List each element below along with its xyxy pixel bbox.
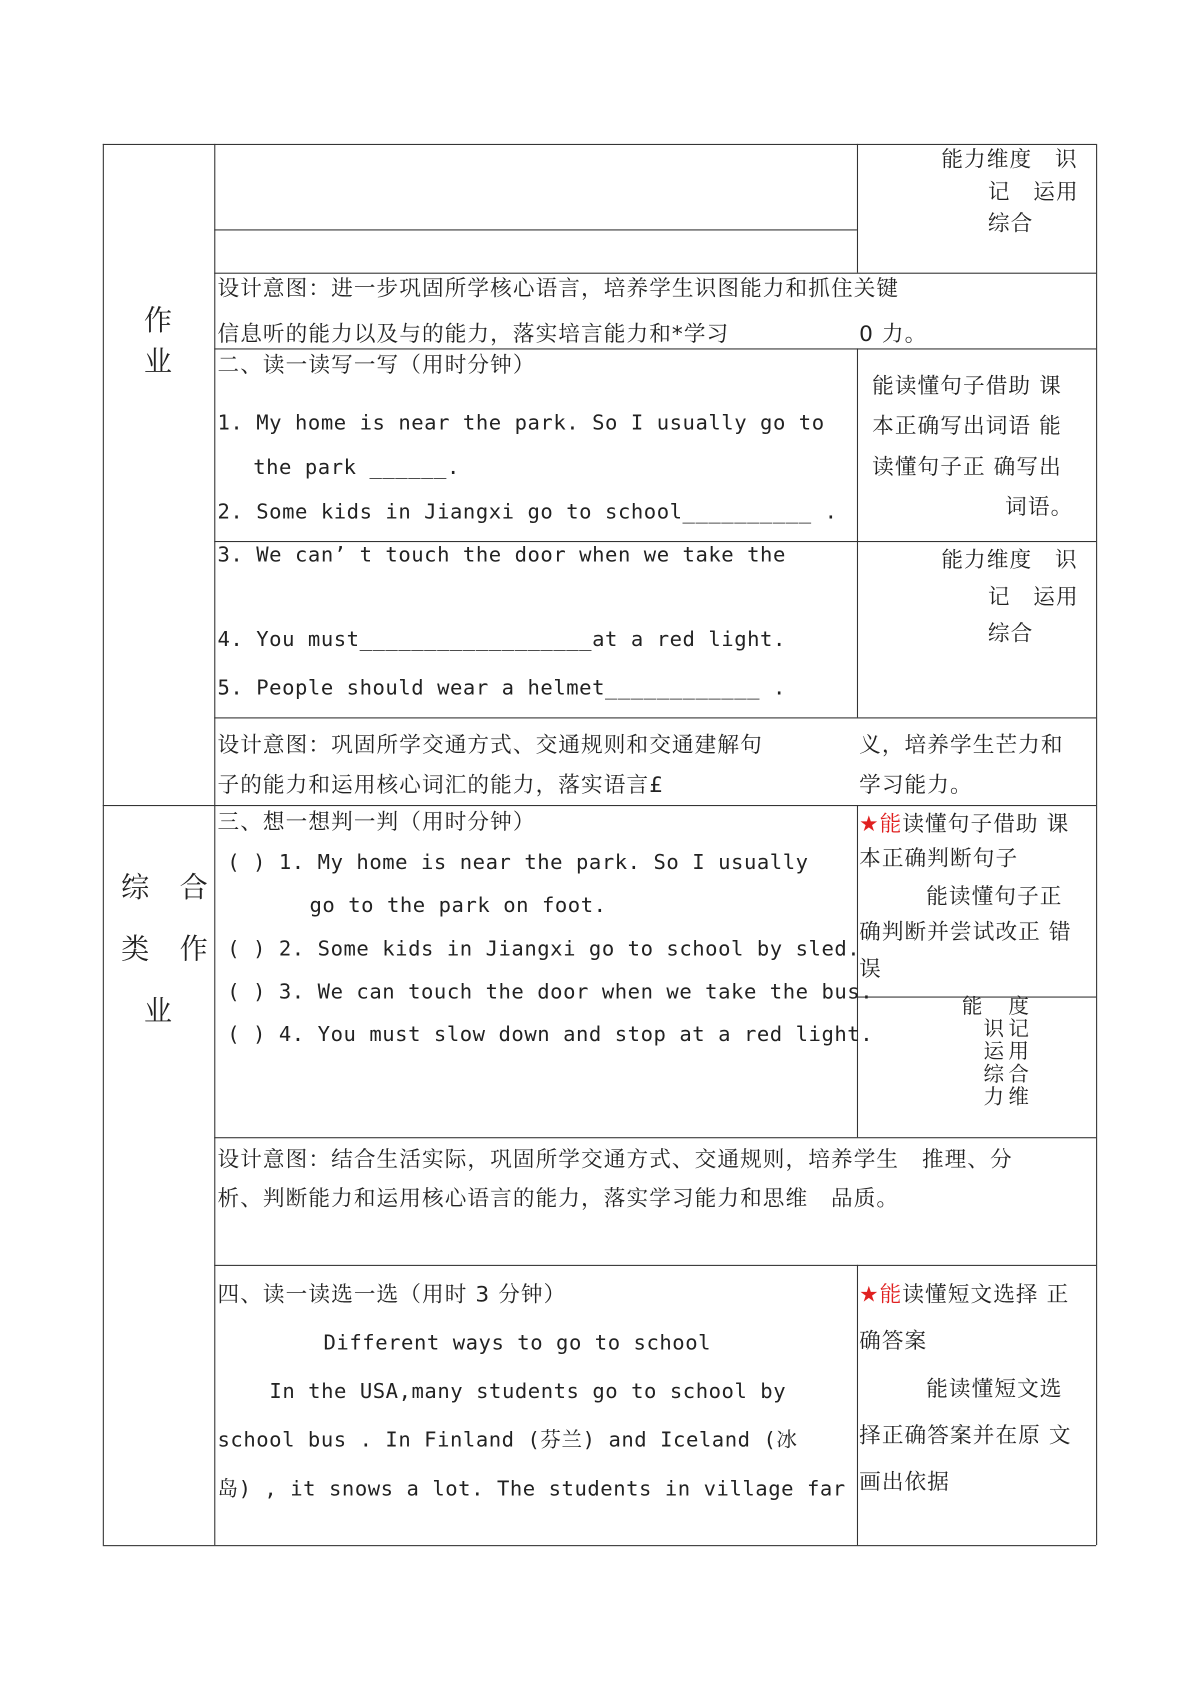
goal-text: 确答案 xyxy=(859,1327,928,1354)
ability-text: 记 运用 xyxy=(987,178,1079,205)
goal-text xyxy=(859,1281,1069,1307)
goal-text: 择正确答案并在原 文 xyxy=(859,1421,1072,1448)
passage-line: school bus . In Finland (芬兰) and Iceland (冰 xyxy=(217,1428,798,1453)
goal-text xyxy=(859,810,1069,836)
question: 5. People should wear a helmet____________ . xyxy=(217,676,786,701)
row-label: 业 xyxy=(143,346,174,379)
row-label: 作 xyxy=(143,305,174,338)
passage-line: In the USA,many students go to school by xyxy=(269,1379,787,1404)
goal-text: 读懂句子正 确写出 xyxy=(872,453,1062,480)
section-title: 二、读一读写一写（用时分钟） xyxy=(217,351,536,378)
question: 1. My home is near the park. So I usually go to xyxy=(217,411,825,435)
judge-item: ( ) 3. We can touch the door when we take the bus. xyxy=(227,980,874,1005)
goal-text: 能读懂句子正 xyxy=(926,882,1063,909)
judge-item: go to the park on foot. xyxy=(309,893,607,918)
design-intent: 0 力。 xyxy=(859,320,928,347)
ability-text: 综合 xyxy=(987,209,1034,236)
ability-text: 综合 xyxy=(987,619,1034,646)
goal-text: 词语。 xyxy=(1005,493,1074,520)
goal-text: 误 xyxy=(859,955,882,982)
ability-text: 能力维度 识 xyxy=(941,546,1078,573)
row-label: 类 作 xyxy=(121,933,209,967)
goal-text: 本正确判断句子 xyxy=(859,845,1019,872)
ability-vertical: 度记用合 维 xyxy=(1008,994,1031,1110)
ability-vertical: 能 xyxy=(961,994,984,1019)
design-intent: 设计意图：结合生活实际，巩固所学交通方式、交通规则，培养学生 推理、分 xyxy=(217,1145,1013,1172)
goal-text: 画出依据 xyxy=(859,1468,950,1495)
design-intent: 析、判断能力和运用核心语言的能力，落实学习能力和思维 品质。 xyxy=(217,1184,900,1211)
star-icon: ★能 xyxy=(859,1281,903,1308)
goal-text: 能读懂句子借助 课 xyxy=(872,372,1062,399)
section-title: 三、想一想判一判（用时分钟） xyxy=(217,808,536,835)
design-intent: 信息听的能力以及与的能力，落实培言能力和*学习 xyxy=(217,320,730,347)
design-intent: 设计意图：进一步巩固所学核心语言，培养学生识图能力和抓住关键 xyxy=(217,274,900,301)
goal-text: 确判断并尝试改正 错 xyxy=(859,918,1072,945)
goal-text: 本正确写出词语 能 xyxy=(872,412,1062,439)
question: the park ______. xyxy=(253,455,460,480)
question: 4. You must__________________at a red light. xyxy=(217,627,786,652)
passage-heading: Different ways to go to school xyxy=(323,1330,712,1355)
design-intent: 义，培养学生芒力和 xyxy=(859,731,1064,758)
goal-text: 能读懂短文选 xyxy=(926,1375,1063,1402)
passage-line: 岛) , it snows a lot. The students in village far xyxy=(217,1476,846,1501)
judge-item: ( ) 2. Some kids in Jiangxi go to school by sled. xyxy=(227,937,861,961)
design-intent: 子的能力和运用核心词汇的能力，落实语言£ xyxy=(217,771,665,798)
question: 3. We can’ t touch the door when we take the xyxy=(217,543,786,567)
goal-text: 读懂句子借助 课 xyxy=(902,810,1070,837)
question: 2. Some kids in Jiangxi go to school__________ . xyxy=(217,499,838,524)
ability-vertical: 识运综 力 xyxy=(983,1017,1006,1110)
section-title: 四、读一读选一选（用时 3 分钟） xyxy=(217,1281,567,1308)
design-intent: 学习能力。 xyxy=(859,771,973,798)
star-icon: ★能 xyxy=(859,810,903,837)
row-label: 业 xyxy=(143,995,174,1028)
goal-text: 读懂短文选择 正 xyxy=(902,1281,1070,1308)
ability-text: 记 运用 xyxy=(987,583,1079,610)
judge-item: ( ) 1. My home is near the park. So I usually xyxy=(227,850,809,875)
ability-text: 能力维度 识 xyxy=(941,146,1078,173)
judge-item: ( ) 4. You must slow down and stop at a red light. xyxy=(227,1022,874,1047)
design-intent: 设计意图：巩固所学交通方式、交通规则和交通建解句 xyxy=(217,731,763,758)
row-label: 综 合 xyxy=(121,872,209,905)
